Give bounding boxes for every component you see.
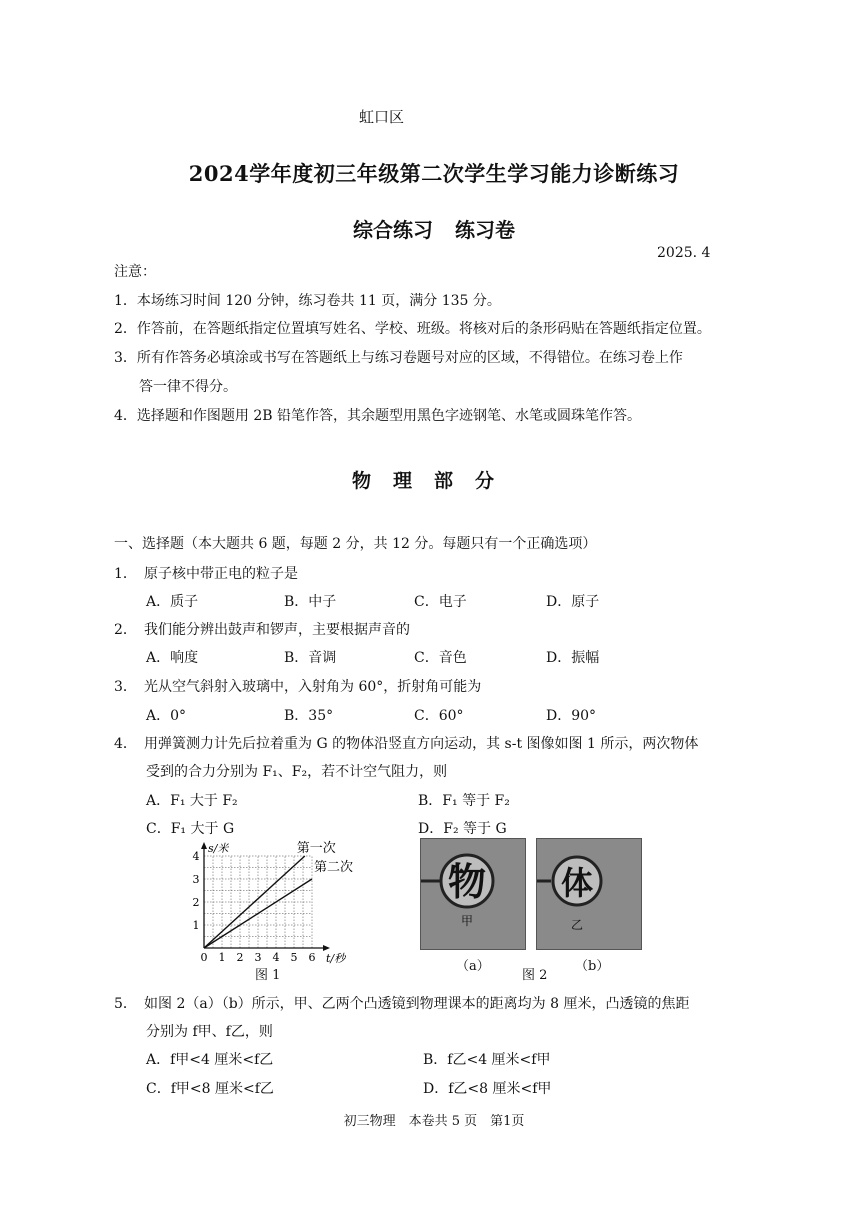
- page-footer: 初三物理 本卷共 5 页 第1页: [343, 1114, 525, 1129]
- option-d: D．振幅: [546, 650, 600, 666]
- option-b: B．f乙<4 厘米<f甲: [423, 1052, 551, 1068]
- y-tick-label: 2: [192, 896, 200, 909]
- option-c: C．电子: [414, 594, 467, 610]
- note-item: 3．所有作答务必填涂或书写在答题纸上与练习卷题号对应的区域，不得错位。在练习卷上作: [114, 350, 683, 366]
- question-4: [114, 733, 698, 753]
- lens-label-a: 甲: [460, 914, 474, 928]
- question-stem: 光从空气斜射入玻璃中，入射角为 60°，折射角可能为: [144, 679, 482, 695]
- option-a: A．f甲<4 厘米<f乙: [146, 1052, 274, 1068]
- note-item: 2．作答前，在答题纸指定位置填写姓名、学校、班级。将核对后的条形码贴在答题纸指定位置。: [114, 321, 711, 337]
- option-a: A．0°: [146, 708, 187, 724]
- option-c: C．f甲<8 厘米<f乙: [146, 1081, 274, 1097]
- magnifier-a-icon: [421, 839, 525, 949]
- magnified-char-a: 物: [447, 859, 487, 904]
- x-tick-label: 4: [272, 951, 280, 964]
- option-c: C．F₁ 大于 G: [146, 821, 235, 837]
- question-stem: 用弹簧测力计先后拉着重为 G 的物体沿竖直方向运动，其 s-t 图像如图 1 所示，两次物体: [144, 736, 699, 752]
- figure-2b-photo: [536, 838, 642, 950]
- exam-title: 2024学年度初三年级第二次学生学习能力诊断练习: [188, 161, 680, 186]
- subtitle-right: 练习卷: [455, 218, 515, 242]
- notes-heading: 注意：: [114, 264, 156, 280]
- y-tick-label: 3: [192, 873, 200, 886]
- question-stem: 原子核中带正电的粒子是: [144, 566, 298, 582]
- question-stem-continued: 受到的合力分别为 F₁、F₂，若不计空气阻力，则: [146, 764, 448, 780]
- option-a: A．质子: [146, 594, 199, 610]
- exam-subtitle: [0, 214, 868, 243]
- question-stem: 我们能分辨出鼓声和锣声，主要根据声音的: [144, 622, 410, 638]
- y-tick-label: 4: [192, 850, 200, 863]
- question-2: [114, 619, 410, 639]
- x-axis-arrow: [323, 945, 330, 951]
- subtitle-left: 综合练习: [353, 218, 433, 242]
- question-stem-continued: 分别为 f甲、f乙，则: [146, 1024, 273, 1040]
- option-d: D．原子: [546, 594, 600, 610]
- x-tick-label: 2: [236, 951, 244, 964]
- question-number: 5．: [114, 996, 137, 1012]
- question-number: 3．: [114, 679, 137, 695]
- figure-2-caption: 图 2: [522, 968, 548, 983]
- option-d: D．F₂ 等于 G: [418, 821, 507, 837]
- figure-1-caption: 图 1: [255, 968, 281, 983]
- option-b: B．F₁ 等于 F₂: [418, 793, 510, 809]
- x-tick-label: 1: [218, 951, 226, 964]
- option-d: D．f乙<8 厘米<f甲: [423, 1081, 552, 1097]
- option-b: B．中子: [284, 594, 337, 610]
- question-3: [114, 676, 481, 696]
- magnified-char-b: 体: [560, 864, 594, 902]
- figure-2a-photo: [420, 838, 526, 950]
- exam-date: 2025. 4: [657, 245, 711, 261]
- option-c: C．60°: [414, 708, 464, 724]
- question-number: 4．: [114, 736, 137, 752]
- question-number: 2．: [114, 622, 137, 638]
- lens-label-b: 乙: [570, 918, 584, 932]
- note-item-continued: 答一律不得分。: [139, 379, 237, 395]
- question-5: [114, 993, 689, 1013]
- y-tick-label: 1: [192, 919, 200, 932]
- option-a: A．响度: [146, 650, 199, 666]
- x-tick-label: 5: [290, 951, 298, 964]
- y-axis-arrow: [201, 842, 207, 849]
- x-tick-label: 3: [254, 951, 262, 964]
- district-label: 虹口区: [359, 108, 405, 126]
- series-label-2: 第二次: [314, 860, 354, 875]
- x-axis-label: t/秒: [326, 952, 346, 965]
- magnifier-b-icon: [537, 839, 641, 949]
- part-heading: 一、选择题（本大题共 6 题，每题 2 分，共 12 分。每题只有一个正确选项）: [114, 536, 597, 552]
- x-tick-label: 6: [308, 951, 316, 964]
- option-c: C．音色: [414, 650, 467, 666]
- option-d: D．90°: [546, 708, 597, 724]
- x-tick-label: 0: [200, 951, 208, 964]
- note-item: 4．选择题和作图题用 2B 铅笔作答，其余题型用黑色字迹钢笔、水笔或圆珠笔作答。: [114, 408, 642, 424]
- figure-2b-label: （b）: [575, 959, 610, 974]
- question-1: [114, 563, 298, 583]
- note-item: 1．本场练习时间 120 分钟，练习卷共 11 页，满分 135 分。: [114, 293, 501, 309]
- option-a: A．F₁ 大于 F₂: [146, 793, 238, 809]
- question-stem: 如图 2（a）（b）所示，甲、乙两个凸透镜到物理课本的距离均为 8 厘米，凸透镜的焦距: [144, 996, 690, 1012]
- question-number: 1．: [114, 566, 137, 582]
- series-label-1: 第一次: [296, 841, 336, 856]
- figure-2a-label: （a）: [456, 959, 490, 974]
- section-title: 物理部分: [351, 470, 516, 492]
- option-b: B．35°: [284, 708, 334, 724]
- option-b: B．音调: [284, 650, 337, 666]
- y-axis-label: s/米: [208, 842, 229, 855]
